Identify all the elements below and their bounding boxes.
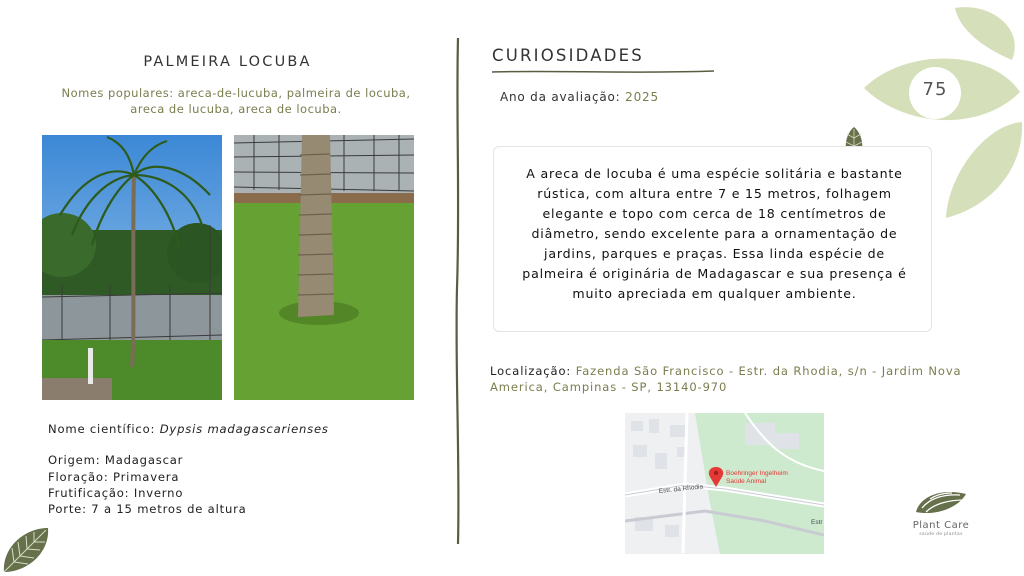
- size: Porte: 7 a 15 metros de altura: [48, 502, 247, 516]
- location-label: Localização:: [490, 364, 572, 378]
- scientific-value: Dypsis madagascarienses: [159, 422, 329, 436]
- popular-names-line1: areca-de-lucuba, palmeira de locuba,: [177, 86, 411, 100]
- leaf-icon: [0, 524, 52, 576]
- curiosidades-title: CURIOSIDADES: [492, 46, 644, 65]
- location-map[interactable]: [625, 413, 824, 554]
- year-label: Ano da avaliação:: [500, 90, 621, 104]
- scientific-name: [48, 422, 329, 436]
- map-road-label-short: Estr: [811, 519, 823, 526]
- brand-tagline: saúde de plantas: [919, 532, 963, 537]
- curiosidades-box: [493, 146, 932, 332]
- origin: Origem: Madagascar: [48, 453, 184, 467]
- popular-names-label: Nomes populares:: [61, 86, 174, 100]
- map-place-line2: Saúde Animal: [726, 478, 767, 485]
- plant-care-logo: [914, 488, 968, 518]
- evaluation-year: [500, 90, 659, 104]
- flowering: Floração: Primavera: [48, 470, 180, 484]
- curiosidades-text: A areca de locuba é uma espécie solitária e bastante rústica, com altura entre 7 e 15 metros, folhagem elegante e topo com cerca de 18 centímetros de diâmetro, sendo excelente para a ornamentação de jardins, parques e praças. Essa linda espécie de palmeira é originária de Madagascar e sua presença é muito apreciada em qualquer ambiente.: [522, 166, 907, 301]
- plant-title: PALMEIRA LOCUBA: [143, 54, 312, 70]
- page-number: 75: [909, 67, 961, 119]
- palm-photo: [42, 135, 222, 400]
- map-road-label: Estr. da Rhodia: [658, 483, 704, 495]
- year-value: 2025: [625, 90, 659, 104]
- title-underline: [492, 69, 714, 75]
- map-place-line1: Boehringer Ingelheim: [726, 470, 788, 477]
- fruiting: Frutificação: Inverno: [48, 486, 184, 500]
- column-divider: [453, 38, 463, 544]
- popular-names: [36, 86, 436, 117]
- popular-names-line2: areca de lucuba, areca de locuba.: [130, 101, 342, 116]
- scientific-label: Nome científico:: [48, 422, 156, 436]
- leaf-top: [955, 7, 1015, 60]
- leaf-bottom: [946, 122, 1022, 218]
- location: [490, 364, 990, 395]
- brand-name: Plant Care: [912, 520, 970, 531]
- location-value: Fazenda São Francisco - Estr. da Rhodia, s/n - Jardim Nova America, Campinas - SP, 13140-970: [490, 364, 962, 394]
- trunk-photo: [234, 135, 414, 400]
